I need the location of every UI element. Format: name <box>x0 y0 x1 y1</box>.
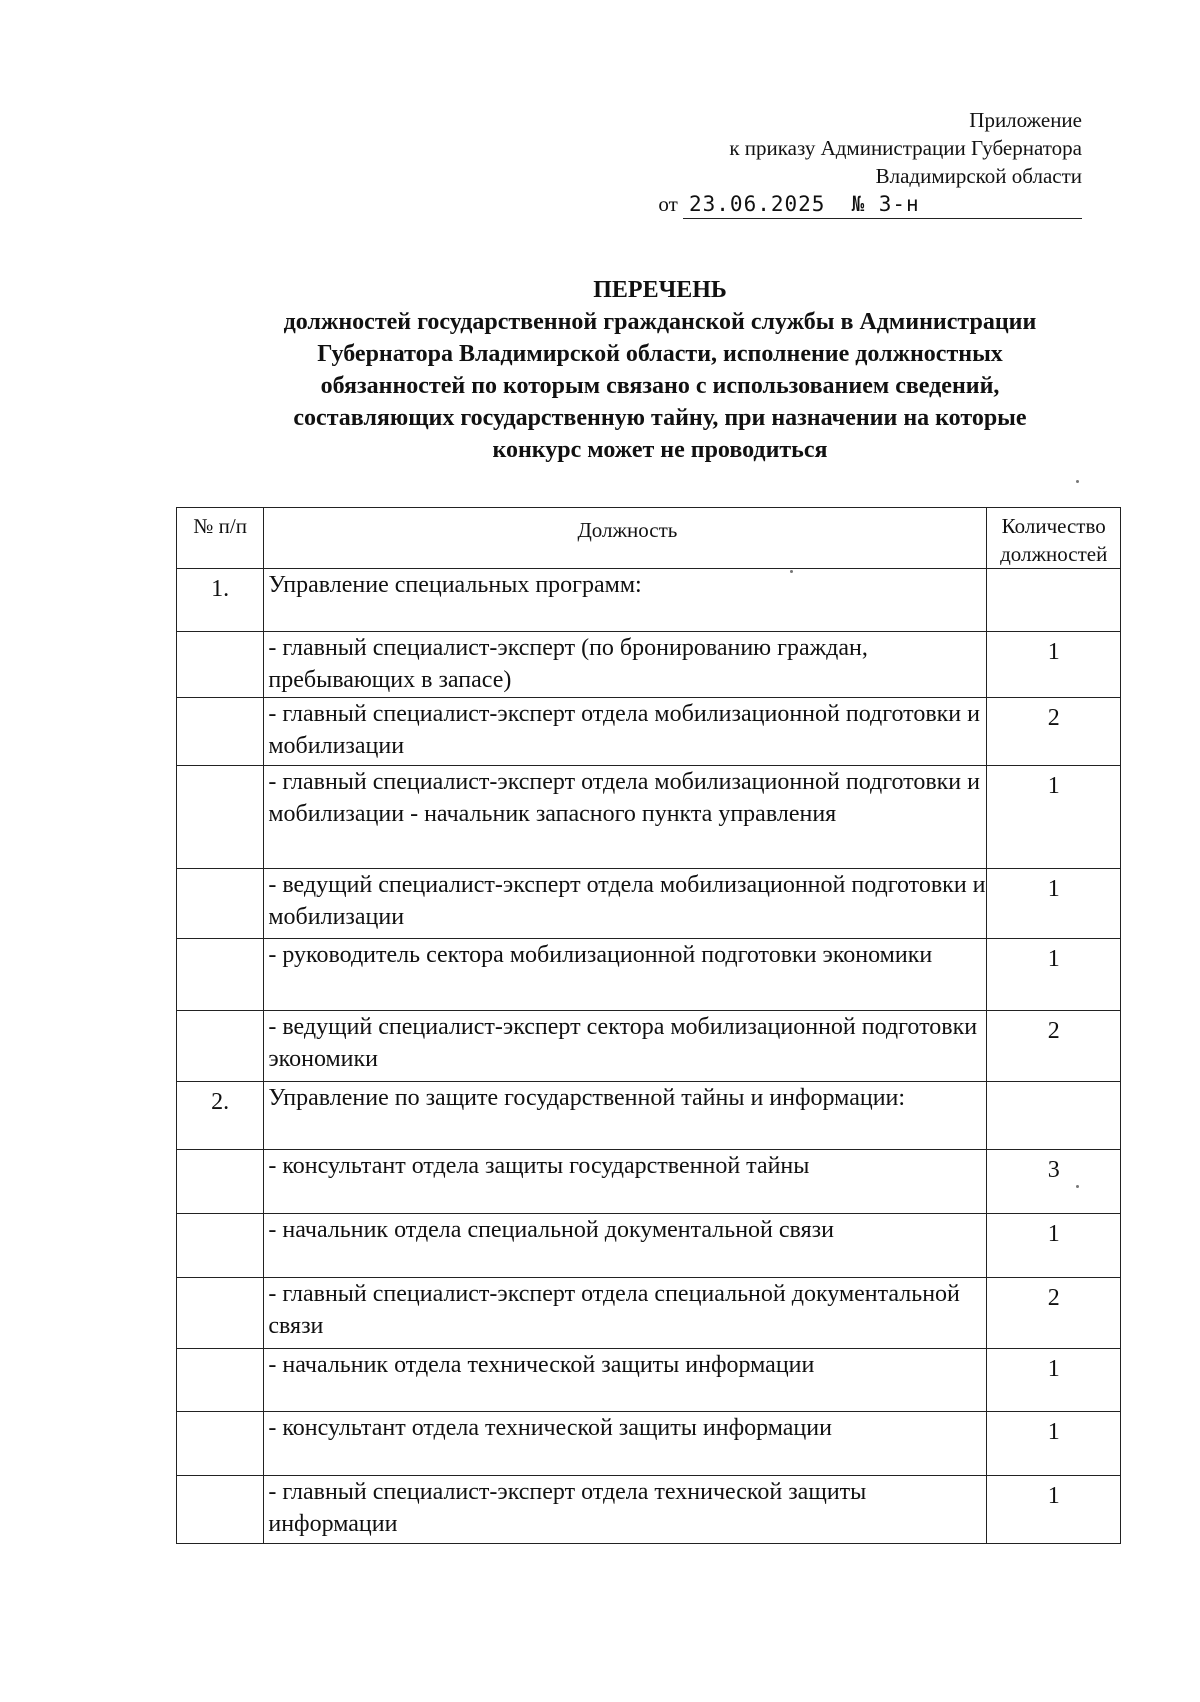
row-number <box>177 766 264 869</box>
row-number <box>177 632 264 698</box>
approval-line-1: Приложение <box>969 108 1082 132</box>
row-count <box>987 569 1121 632</box>
table-row <box>177 632 1121 698</box>
heading-line-2: Губернатора Владимирской области, исполнение должностных <box>317 341 1003 367</box>
header-number: № п/п <box>177 508 264 569</box>
row-number <box>177 1011 264 1082</box>
row-number: 1. <box>177 569 264 632</box>
row-count <box>987 1082 1121 1150</box>
row-position: Управление специальных программ: <box>264 569 987 632</box>
date-prefix: от <box>658 192 678 216</box>
row-number <box>177 1349 264 1412</box>
row-number <box>177 1476 264 1544</box>
table-row <box>177 1082 1121 1150</box>
row-number <box>177 1214 264 1278</box>
row-position: - консультант отдела технической защиты информации <box>264 1412 987 1476</box>
heading-title: ПЕРЕЧЕНЬ <box>593 277 727 303</box>
table-row <box>177 939 1121 1011</box>
row-count: 1 <box>987 1476 1121 1544</box>
approval-line-2: к приказу Администрации Губернатора <box>729 136 1082 160</box>
row-count: 1 <box>987 1412 1121 1476</box>
approval-line-3: Владимирской области <box>875 164 1082 188</box>
heading-line-4: составляющих государственную тайну, при назначении на которые <box>293 405 1027 431</box>
header-count <box>987 508 1121 569</box>
table-row <box>177 1476 1121 1544</box>
row-count: 2 <box>987 1011 1121 1082</box>
row-number: 2. <box>177 1082 264 1150</box>
row-position: Управление по защите государственной тайны и информации: <box>264 1082 987 1150</box>
row-count: 1 <box>987 1349 1121 1412</box>
table-row <box>177 766 1121 869</box>
table-row <box>177 869 1121 939</box>
scan-speck <box>1076 1185 1079 1188</box>
row-position: - ведущий специалист-эксперт отдела мобилизационной подготовки и мобилизации <box>264 869 987 939</box>
row-count: 1 <box>987 766 1121 869</box>
row-position: - главный специалист-эксперт отдела мобилизационной подготовки и мобилизации - начальник запасного пункта управления <box>264 766 987 869</box>
table-row <box>177 1349 1121 1412</box>
row-count: 2 <box>987 1278 1121 1349</box>
order-date: 23.06.2025 <box>689 192 826 216</box>
table-header-row <box>177 508 1121 569</box>
row-position: - консультант отдела защиты государственной тайны <box>264 1150 987 1214</box>
row-position: - главный специалист-эксперт отдела мобилизационной подготовки и мобилизации <box>264 698 987 766</box>
heading-line-3: обязанностей по которым связано с использованием сведений, <box>320 373 1000 399</box>
row-number <box>177 1150 264 1214</box>
scan-speck <box>790 570 793 573</box>
header-count-line-1: Количество <box>1001 514 1106 538</box>
row-position: - руководитель сектора мобилизационной подготовки экономики <box>264 939 987 1011</box>
row-number <box>177 869 264 939</box>
approval-block <box>658 106 1082 219</box>
row-count: 3 <box>987 1150 1121 1214</box>
row-count: 1 <box>987 632 1121 698</box>
heading-line-5: конкурс может не проводиться <box>492 437 828 463</box>
table-body <box>177 569 1121 1544</box>
row-position: - главный специалист-эксперт (по бронированию граждан, пребывающих в запасе) <box>264 632 987 698</box>
date-number-field <box>683 190 1082 219</box>
header-count-line-2: должностей <box>1000 542 1108 566</box>
scan-speck <box>1076 480 1079 483</box>
table-row <box>177 569 1121 632</box>
row-count: 1 <box>987 939 1121 1011</box>
row-position: - начальник отдела специальной документальной связи <box>264 1214 987 1278</box>
table-row <box>177 1278 1121 1349</box>
table-row <box>177 1011 1121 1082</box>
row-position: - главный специалист-эксперт отдела специальной документальной связи <box>264 1278 987 1349</box>
table-row <box>177 1214 1121 1278</box>
row-number <box>177 1278 264 1349</box>
row-count: 1 <box>987 869 1121 939</box>
heading-line-1: должностей государственной гражданской службы в Администрации <box>283 309 1037 335</box>
table-row <box>177 1412 1121 1476</box>
row-number <box>177 939 264 1011</box>
row-number <box>177 1412 264 1476</box>
row-position: - начальник отдела технической защиты информации <box>264 1349 987 1412</box>
table-row <box>177 1150 1121 1214</box>
positions-table <box>176 507 1121 1544</box>
row-number <box>177 698 264 766</box>
row-position: - ведущий специалист-эксперт сектора мобилизационной подготовки экономики <box>264 1011 987 1082</box>
document-heading <box>160 274 1160 466</box>
approval-date-line <box>658 190 1082 219</box>
row-count: 1 <box>987 1214 1121 1278</box>
header-position: Должность <box>264 508 987 569</box>
order-number: № 3-н <box>851 192 920 216</box>
table-row <box>177 698 1121 766</box>
row-count: 2 <box>987 698 1121 766</box>
row-position: - главный специалист-эксперт отдела технической защиты информации <box>264 1476 987 1544</box>
